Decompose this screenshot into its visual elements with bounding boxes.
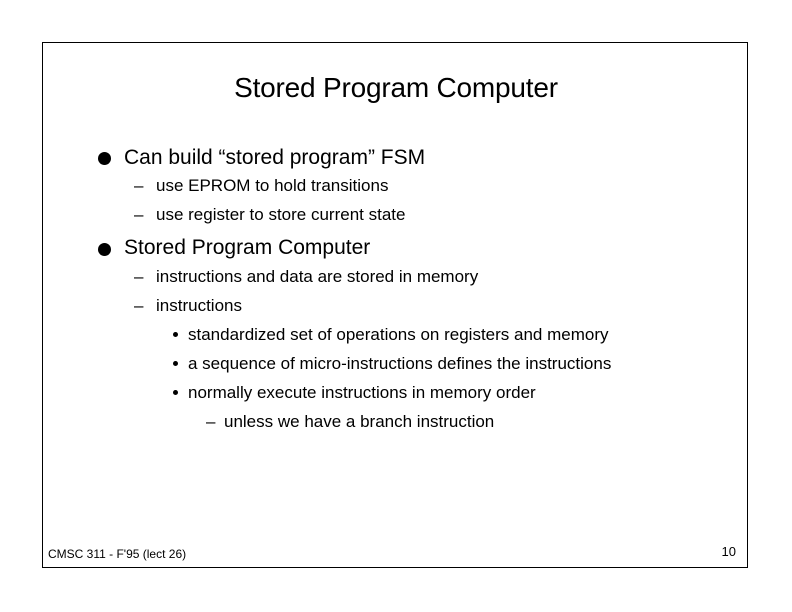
bullet-marker [98, 243, 111, 256]
bullet-marker [98, 152, 111, 165]
sub-bullet-text: a sequence of micro-instructions defines the instructions [188, 354, 612, 373]
dash-marker: – [134, 267, 144, 286]
page-number: 10 [721, 544, 736, 559]
sub-bullet-marker [173, 390, 178, 395]
slide-border [42, 42, 748, 568]
dash-marker: – [134, 205, 144, 224]
dash-marker: – [206, 412, 216, 431]
dash-marker: – [134, 176, 144, 195]
slide-title: Stored Program Computer [234, 72, 558, 103]
sub-bullet-marker [173, 332, 178, 337]
subitem-text: use register to store current state [156, 205, 406, 224]
bullet-text: Can build “stored program” FSM [124, 146, 426, 169]
sub-bullet-marker [173, 361, 178, 366]
sub-sub-item-text: unless we have a branch instruction [224, 412, 495, 431]
bullet-text: Stored Program Computer [124, 236, 371, 259]
sub-bullet-text: standardized set of operations on registers and memory [188, 325, 609, 344]
sub-bullet-text: normally execute instructions in memory order [188, 383, 536, 402]
subitem-text: instructions [156, 296, 242, 315]
footer-course-label: CMSC 311 - F'95 (lect 26) [48, 547, 187, 561]
subitem-text: use EPROM to hold transitions [156, 176, 389, 195]
dash-marker: – [134, 296, 144, 315]
subitem-text: instructions and data are stored in memory [156, 267, 479, 286]
